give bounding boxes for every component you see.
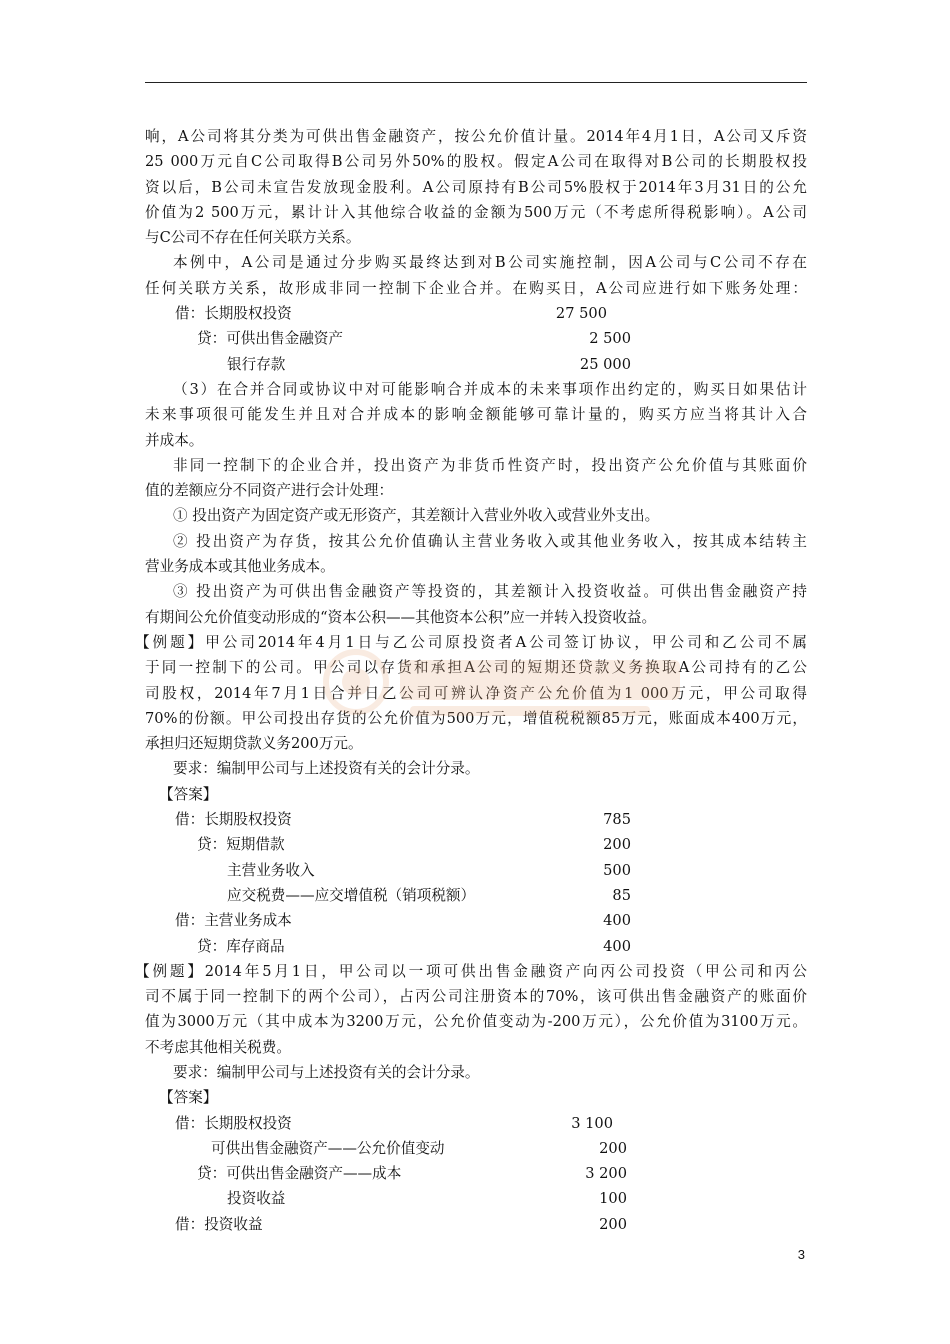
journal-entry-line: [145, 1212, 807, 1237]
journal-entry-line: [145, 1161, 807, 1186]
journal-entry-line: [145, 352, 807, 377]
text-line: 【答案】: [159, 785, 218, 803]
text-line: 有期间公允价值变动形成的“资本公积——其他资本公积”应一并转入投资收益。: [145, 608, 657, 626]
text-line: 要求：编制甲公司与上述投资有关的会计分录。: [173, 760, 480, 778]
journal-entry-line: [145, 1136, 807, 1161]
text-line: 并成本。: [145, 431, 204, 449]
entry-amount: 25 000: [579, 355, 631, 373]
text-line: 值为3000万元（其中成本为3200万元，公允价值变动为-200万元），公允价值为3100万元。: [145, 1013, 807, 1031]
text-line: ① 投出资产为固定资产或无形资产，其差额计入营业外收入或营业外支出。: [173, 507, 660, 525]
text-line: 承担归还短期贷款义务200万元。: [145, 735, 363, 753]
journal-entry-line: [145, 301, 807, 326]
text-line: 70%的份额。甲公司投出存货的公允价值为500万元，增值税税额85万元，账面成本400万元，: [145, 709, 807, 727]
text-line: 于同一控制下的公司。甲公司以存货和承担A公司的短期还贷款义务换取A公司持有的乙公: [145, 659, 807, 677]
text-line: （3）在合并合同或协议中对可能影响合并成本的未来事项作出约定的，购买日如果估计: [173, 380, 807, 398]
text-line: 本例中，A公司是通过分步购买最终达到对B公司实施控制，因A公司与C公司不存在: [173, 254, 807, 272]
text-line: 任何关联方关系，故形成非同一控制下企业合并。在购买日，A公司应进行如下账务处理：: [145, 279, 807, 297]
entry-account: 可供出售金融资产——公允价值变动: [211, 1139, 445, 1157]
entry-account: 应交税费——应交增值税（销项税额）: [227, 886, 476, 904]
text-line: 价值为2 500万元，累计计入其他综合收益的金额为500万元（不考虑所得税影响）。A公司: [145, 203, 807, 221]
entry-account: 投资收益: [227, 1190, 286, 1208]
text-line: 要求：编制甲公司与上述投资有关的会计分录。: [173, 1063, 480, 1081]
text-line: 值的差额应分不同资产进行会计处理：: [145, 482, 394, 500]
entry-account: 贷：库存商品: [197, 937, 285, 955]
text-line: 【例题】甲公司2014年4月1日与乙公司原投资者A公司签订协议，甲公司和乙公司不属: [135, 633, 807, 651]
journal-entry-line: [145, 1186, 807, 1211]
entry-account: 银行存款: [227, 355, 286, 373]
journal-entry-line: [145, 1111, 807, 1136]
text-line: 25 000万元自C公司取得B公司另外50%的股权。假定A公司在取得对B公司的长期股权投: [145, 153, 807, 171]
entry-account: 借：长期股权投资: [175, 305, 292, 323]
entry-amount: 500: [603, 861, 631, 879]
journal-entry-line: [145, 883, 807, 908]
journal-entry-line: [145, 934, 807, 959]
entry-amount: 200: [599, 1139, 627, 1157]
text-line: 【例题】2014年5月1日，甲公司以一项可供出售金融资产向丙公司投资（甲公司和丙公: [135, 962, 807, 980]
text-line: 未来事项很可能发生并且对合并成本的影响金额能够可靠计量的，购买方应当将其计入合: [145, 406, 807, 424]
entry-amount: 100: [599, 1190, 627, 1208]
journal-entry-line: [145, 807, 807, 832]
entry-account: 借：主营业务成本: [175, 912, 292, 930]
entry-amount: 3 200: [585, 1165, 627, 1183]
text-line: 【答案】: [159, 1089, 218, 1107]
entry-amount: 200: [603, 836, 631, 854]
entry-account: 贷：可供出售金融资产——成本: [197, 1165, 402, 1183]
journal-entry-line: [145, 858, 807, 883]
journal-entry-line: [145, 326, 807, 351]
text-line: 非同一控制下的企业合并，投出资产为非货币性资产时，投出资产公允价值与其账面价: [173, 456, 807, 474]
entry-account: 贷：可供出售金融资产: [197, 330, 343, 348]
entry-amount: 2 500: [589, 330, 631, 348]
entry-amount: 200: [599, 1215, 627, 1233]
entry-amount: 27 500: [555, 305, 607, 323]
entry-amount: 400: [603, 937, 631, 955]
entry-account: 主营业务收入: [227, 861, 315, 879]
entry-account: 借：长期股权投资: [175, 1114, 292, 1132]
journal-entry-line: [145, 832, 807, 857]
text-line: 资以后，B公司未宣告发放现金股利。A公司原持有B公司5%股权于2014年3月31日的公允: [145, 178, 807, 196]
entry-account: 借：长期股权投资: [175, 811, 292, 829]
entry-amount: 785: [603, 811, 631, 829]
page-number: 3: [797, 1247, 805, 1262]
entry-amount: 3 100: [571, 1114, 613, 1132]
header-rule: [145, 82, 807, 83]
entry-account: 借：投资收益: [175, 1215, 263, 1233]
text-line: 与C公司不存在任何关联方关系。: [145, 229, 361, 247]
entry-amount: 400: [603, 912, 631, 930]
text-line: ② 投出资产为存货，按其公允价值确认主营业务收入或其他业务收入，按其成本结转主: [173, 532, 807, 550]
text-line: 司不属于同一控制下的两个公司），占丙公司注册资本的70%，该可供出售金融资产的账面价: [145, 988, 807, 1006]
text-line: 不考虑其他相关税费。: [145, 1038, 291, 1056]
text-line: ③ 投出资产为可供出售金融资产等投资的，其差额计入投资收益。可供出售金融资产持: [173, 583, 807, 601]
journal-entry-line: [145, 908, 807, 933]
text-line: 司股权，2014年7月1日合并日乙公司可辨认净资产公允价值为1 000万元，甲公司取得: [145, 684, 807, 702]
text-line: 营业务成本或其他业务成本。: [145, 558, 335, 576]
entry-account: 贷：短期借款: [197, 836, 285, 854]
page-body: [135, 124, 807, 1237]
entry-amount: 85: [612, 886, 631, 904]
text-line: 响，A公司将其分类为可供出售金融资产，按公允价值计量。2014年4月1日，A公司又斥资: [145, 128, 807, 145]
